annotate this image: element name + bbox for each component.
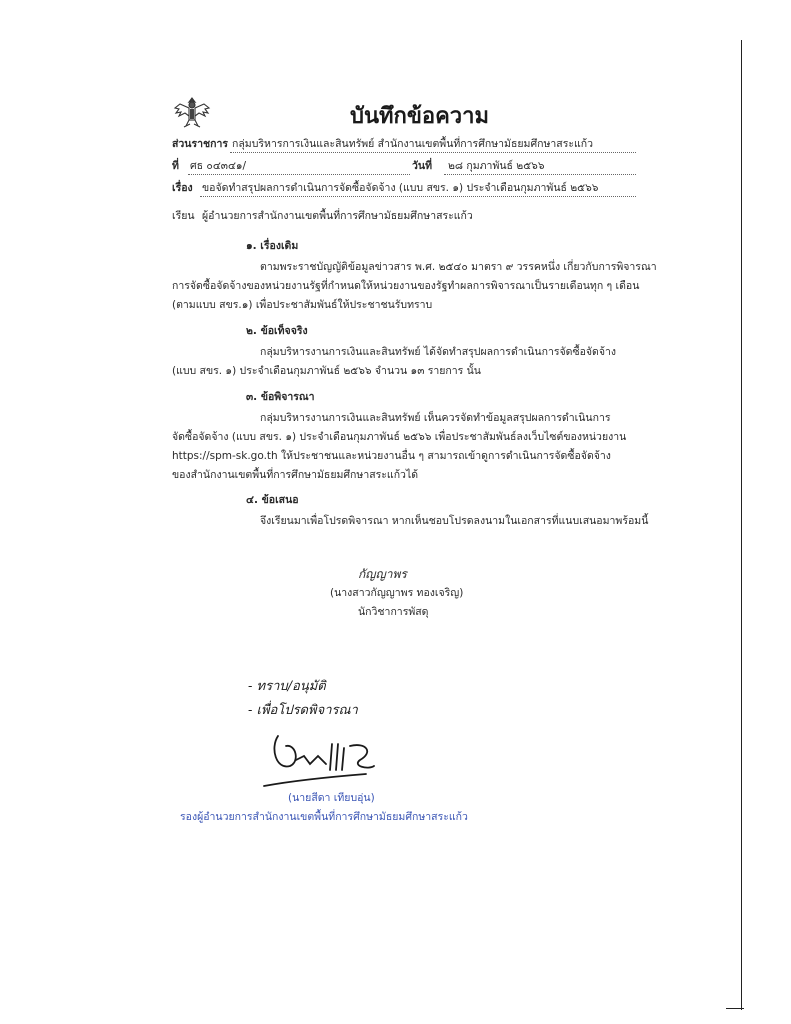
ref-dotted-line [188,174,410,175]
endorsement-line-2: - เพื่อโปรดพิจารณา [248,703,358,718]
to-value: ผู้อำนวยการสำนักงานเขตพื้นที่การศึกษามัธยมศึกษาสระแก้ว [202,210,473,222]
signer1-position: นักวิชาการพัสดุ [358,606,429,618]
agency-label: ส่วนราชการ [172,138,229,150]
section-3-line-3: https://spm-sk.go.th ให้ประชาชนและหน่วยงานอื่น ๆ สามารถเข้าดูการดำเนินการจัดซื้อจัดจ้าง [172,450,611,462]
section-3-heading: ๓. ข้อพิจารณา [246,391,315,403]
signer1-signature: กัญญาพร [358,567,407,581]
scan-edge-right [741,40,742,1010]
agency-dotted-line [230,152,636,153]
section-1-heading: ๑. เรื่องเดิม [246,240,299,252]
ref-value: ศธ ๐๔๓๔๑/ [190,160,247,172]
section-3-line-4: ของสำนักงานเขตพื้นที่การศึกษามัธยมศึกษาสระแก้วได้ [172,469,419,481]
section-3-line-2: จัดซื้อจัดจ้าง (แบบ สขร. ๑) ประจำเดือนกุมภาพันธ์ ๒๕๖๖ เพื่อประชาสัมพันธ์ลงเว็บไซต์ของหน่วยงาน [172,431,627,443]
section-1-line-2: การจัดซื้อจัดจ้างของหน่วยงานรัฐที่กำหนดให้หน่วยงานของรัฐทำผลการพิจารณาเป็นรายเดือนทุก ๆ เดือน [172,280,640,292]
section-3-line-1: กลุ่มบริหารงานการเงินและสินทรัพย์ เห็นควรจัดทำข้อมูลสรุปผลการดำเนินการ [260,412,611,424]
signer2-position: รองผู้อำนวยการสำนักงานเขตพื้นที่การศึกษามัธยมศึกษาสระแก้ว [180,811,468,823]
endorsement-line-1: - ทราบ/อนุมัติ [248,679,326,694]
scan-edge-bottom [726,1008,744,1009]
to-label: เรียน [172,210,195,222]
garuda-emblem-icon [172,94,212,130]
section-1-line-1: ตามพระราชบัญญัติข้อมูลข่าวสาร พ.ศ. ๒๕๔๐ มาตรา ๙ วรรคหนึ่ง เกี่ยวกับการพิจารณา [260,261,657,273]
section-4-heading: ๔. ข้อเสนอ [246,494,299,506]
memo-title: บันทึกข้อความ [350,104,490,129]
section-4-line-1: จึงเรียนมาเพื่อโปรดพิจารณา หากเห็นชอบโปรดลงนามในเอกสารที่แนบเสนอมาพร้อมนี้ [260,515,649,527]
signer2-signature-icon [256,726,386,796]
section-1-line-3: (ตามแบบ สขร.๑) เพื่อประชาสัมพันธ์ให้ประชาชนรับทราบ [172,299,433,311]
section-2-line-2: (แบบ สขร. ๑) ประจำเดือนกุมภาพันธ์ ๒๕๖๖ จำนวน ๑๓ รายการ นั้น [172,365,481,377]
signer1-name: (นางสาวกัญญาพร ทองเจริญ) [330,587,464,599]
ref-label: ที่ [172,160,179,172]
signer2-name: (นายสีดา เทียบอุ่น) [288,792,375,804]
section-2-line-1: กลุ่มบริหารงานการเงินและสินทรัพย์ ได้จัดทำสรุปผลการดำเนินการจัดซื้อจัดจ้าง [260,346,617,358]
section-2-heading: ๒. ข้อเท็จจริง [246,325,308,337]
date-dotted-line [444,174,636,175]
date-value: ๒๘ กุมภาพันธ์ ๒๕๖๖ [448,160,545,172]
agency-value: กลุ่มบริหารการเงินและสินทรัพย์ สำนักงานเขตพื้นที่การศึกษามัธยมศึกษาสระแก้ว [232,138,593,150]
date-label: วันที่ [412,160,432,172]
subject-label: เรื่อง [172,182,193,194]
subject-dotted-line [200,196,636,197]
subject-value: ขอจัดทำสรุปผลการดำเนินการจัดซื้อจัดจ้าง (แบบ สขร. ๑) ประจำเดือนกุมภาพันธ์ ๒๕๖๖ [202,182,599,194]
